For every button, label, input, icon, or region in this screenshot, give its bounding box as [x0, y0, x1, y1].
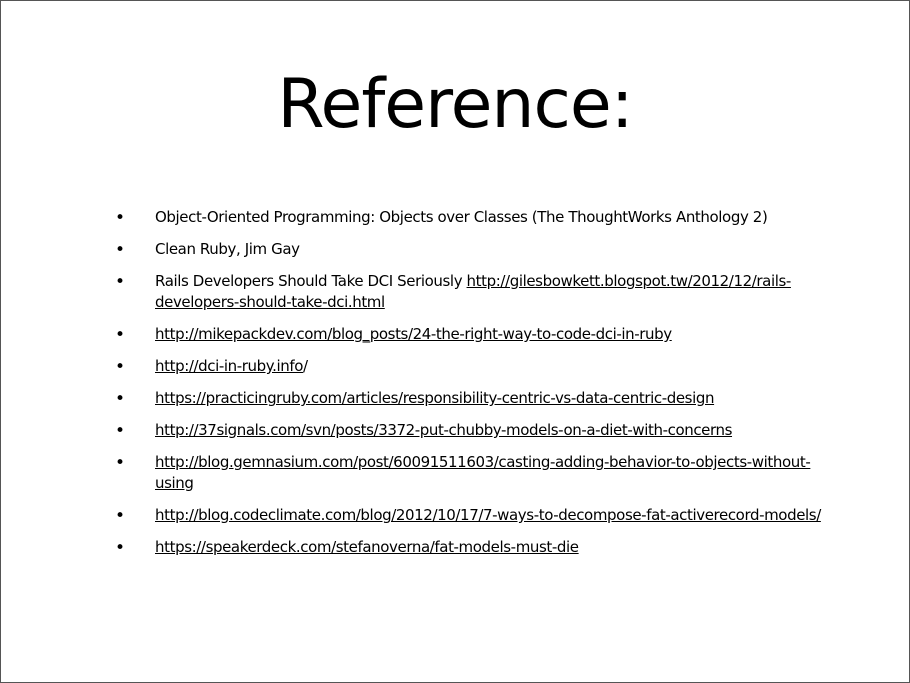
list-item: [1, 537, 909, 558]
reference-text: Clean Ruby, Jim Gay: [155, 240, 300, 258]
reference-link[interactable]: http://blog.gemnasium.com/post/60091511603/casting-adding-behavior-to-objects-without-using: [155, 453, 811, 492]
slide-title: Reference:: [277, 65, 633, 144]
list-item: [1, 207, 909, 228]
list-item: [1, 239, 909, 260]
list-item: [1, 505, 909, 526]
bullet-icon: •: [115, 389, 125, 409]
list-item: [1, 356, 909, 377]
bullet-icon: •: [115, 357, 125, 377]
reference-link[interactable]: https://speakerdeck.com/stefanoverna/fat-models-must-die: [155, 538, 579, 556]
bullet-icon: •: [115, 240, 125, 260]
reference-link[interactable]: http://gilesbowkett.blogspot.tw/2012/12/rails-developers-should-take-dci.html: [155, 272, 791, 311]
list-item: [1, 452, 909, 494]
bullet-icon: •: [115, 421, 125, 441]
reference-link[interactable]: https://practicingruby.com/articles/responsibility-centric-vs-data-centric-design: [155, 389, 715, 407]
bullet-icon: •: [115, 538, 125, 558]
reference-link-suffix: /: [303, 357, 308, 375]
list-item: [1, 324, 909, 345]
list-item: [1, 388, 909, 409]
reference-text: Object-Oriented Programming: Objects over Classes (The ThoughtWorks Anthology 2): [155, 208, 768, 226]
bullet-icon: •: [115, 506, 125, 526]
reference-text: Rails Developers Should Take DCI Seriously: [155, 272, 467, 290]
reference-list: [1, 207, 909, 569]
reference-link[interactable]: http://mikepackdev.com/blog_posts/24-the-right-way-to-code-dci-in-ruby: [155, 325, 672, 343]
list-item: [1, 420, 909, 441]
reference-link[interactable]: http://37signals.com/svn/posts/3372-put-chubby-models-on-a-diet-with-concerns: [155, 421, 733, 439]
list-item: [1, 271, 909, 313]
bullet-icon: •: [115, 453, 125, 473]
bullet-icon: •: [115, 208, 125, 228]
reference-link[interactable]: http://blog.codeclimate.com/blog/2012/10/17/7-ways-to-decompose-fat-activerecord-models/: [155, 506, 821, 524]
bullet-icon: •: [115, 325, 125, 345]
bullet-icon: •: [115, 272, 125, 292]
reference-link[interactable]: http://dci-in-ruby.info: [155, 357, 304, 375]
